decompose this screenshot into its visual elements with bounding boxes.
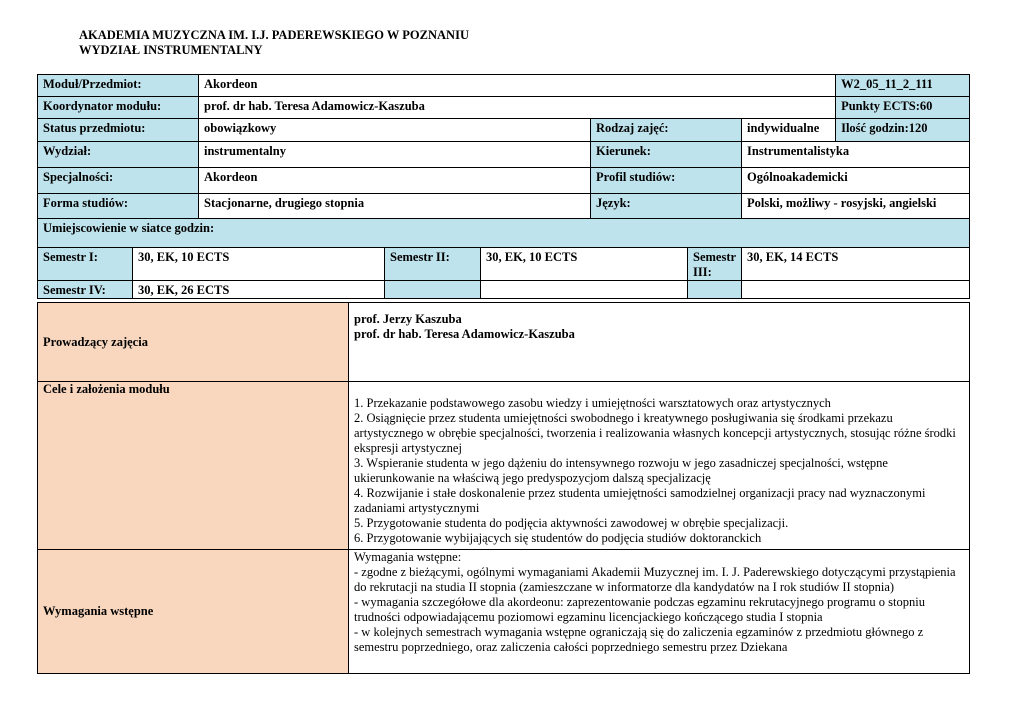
semester-3-label: Semestr III: (688, 248, 742, 281)
institution-name: AKADEMIA MUZYCZNA IM. I.J. PADEREWSKIEGO W POZNANIU (79, 28, 469, 42)
semester-1-label: Semestr I: (38, 248, 133, 281)
goal-item: 1. Przekazanie podstawowego zasobu wiedzy i umiejętności warsztatowych oraz artystycznych (354, 396, 831, 410)
empty-cell (742, 281, 970, 299)
goal-item: 4. Rozwijanie i stałe doskonalenie przez studenta umiejętności samodzielnej organizacji pracy nad wyznaczonymi zadaniami artystycznymi (354, 486, 926, 515)
status-value: obowiązkowy (199, 119, 591, 142)
instructor-name: prof. dr hab. Teresa Adamowicz-Kaszuba (354, 327, 575, 341)
jezyk-label: Język: (591, 194, 742, 219)
koordynator-value: prof. dr hab. Teresa Adamowicz-Kaszuba (199, 97, 836, 119)
module-details-table (37, 302, 970, 674)
goal-item: 5. Przygotowanie studenta do podjęcia aktywności zawodowej w obrębie specjalizacji. (354, 516, 789, 530)
semester-4-value: 30, EK, 26 ECTS (133, 281, 385, 299)
requirement-item: - zgodne z bieżącymi, ogólnymi wymaganiami Akademii Muzycznej im. I. J. Paderewskiego dotyczącymi przystąpienia do rekrutacji na studia II stopnia (zamieszczane w informatorze dla kandydatów na I rok studiów II stopnia) (354, 565, 956, 594)
semester-4-label: Semestr IV: (38, 281, 133, 299)
document-header (79, 28, 469, 58)
requirement-item: - wymagania szczegółowe dla akordeonu: zaprezentowanie podczas egzaminu rekrutacyjnego programu o stopniu trudności odpowiadającemu poziomowi egzaminu licencjackiego kończącego studia I stopnia (354, 595, 925, 624)
empty-cell (481, 281, 688, 299)
prowadzacy-value (349, 303, 970, 382)
semester-2-label: Semestr II: (385, 248, 481, 281)
forma-label: Forma studiów: (38, 194, 199, 219)
goal-item: 6. Przygotowanie wybijających się studentów do podjęcia studiów doktoranckich (354, 531, 762, 545)
profil-value: Ogólnoakademicki (742, 168, 970, 194)
jezyk-value: Polski, możliwy - rosyjski, angielski (742, 194, 970, 219)
semester-3-value: 30, EK, 14 ECTS (742, 248, 970, 281)
rodzaj-label: Rodzaj zajęć: (591, 119, 742, 142)
goal-item: 2. Osiągnięcie przez studenta umiejętności swobodnego i kreatywnego posługiwania się środkami przekazu artystycznego w obrębie specjalności, tworzenia i realizowania własnych koncepcji artystycznych, stosując różne środki ekspresji artystycznej (354, 411, 956, 455)
wydzial-value: instrumentalny (199, 142, 591, 168)
empty-cell (688, 281, 742, 299)
profil-label: Profil studiów: (591, 168, 742, 194)
wymagania-value (349, 550, 970, 674)
cele-label: Cele i założenia modułu (38, 382, 349, 550)
specjalnosci-label: Specjalności: (38, 168, 199, 194)
faculty-name: WYDZIAŁ INSTRUMENTALNY (79, 43, 263, 57)
rodzaj-value: indywidualne (742, 119, 836, 142)
kierunek-label: Kierunek: (591, 142, 742, 168)
modul-value: Akordeon (199, 75, 836, 97)
instructor-name: prof. Jerzy Kaszuba (354, 312, 462, 326)
status-label: Status przedmiotu: (38, 119, 199, 142)
forma-value: Stacjonarne, drugiego stopnia (199, 194, 591, 219)
requirement-item: Wymagania wstępne: (354, 550, 462, 564)
koordynator-label: Koordynator modułu: (38, 97, 199, 119)
ects-points: Punkty ECTS:60 (836, 97, 970, 119)
prowadzacy-label: Prowadzący zajęcia (38, 303, 349, 382)
umiejscowienie-label: Umiejscowienie w siatce godzin: (38, 219, 970, 248)
requirement-item: - w kolejnych semestrach wymagania wstępne ograniczają się do zaliczenia egzaminów z przedmiotu głównego z semestru poprzedniego, oraz zaliczenia całości poprzedniego semestru przez Dziekana (354, 625, 924, 654)
goal-item: 3. Wspieranie studenta w jego dążeniu do intensywnego rozwoju w jego zasadniczej specjalności, wstępne ukierunkowanie na właściwą jego predyspozycjom dalszą specjalizację (354, 456, 888, 485)
hours-count: Ilość godzin:120 (836, 119, 970, 142)
empty-cell (385, 281, 481, 299)
wymagania-label: Wymagania wstępne (38, 550, 349, 674)
semester-2-value: 30, EK, 10 ECTS (481, 248, 688, 281)
kierunek-value: Instrumentalistyka (742, 142, 970, 168)
wydzial-label: Wydział: (38, 142, 199, 168)
module-info-table (37, 74, 970, 299)
modul-label: Moduł/Przedmiot: (38, 75, 199, 97)
module-code: W2_05_11_2_111 (836, 75, 970, 97)
semester-1-value: 30, EK, 10 ECTS (133, 248, 385, 281)
specjalnosci-value: Akordeon (199, 168, 591, 194)
cele-value (349, 382, 970, 550)
